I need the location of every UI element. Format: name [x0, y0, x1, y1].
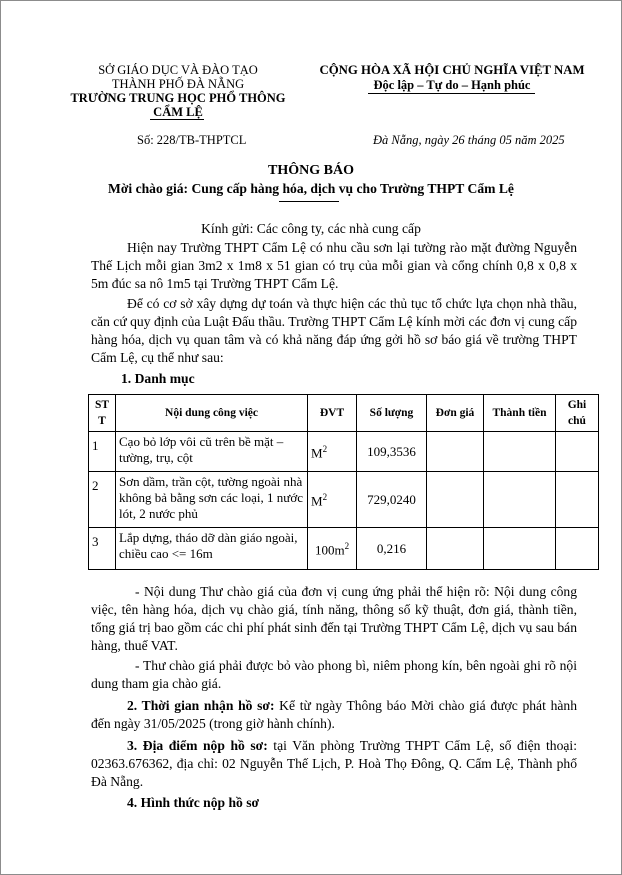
- row-unit-price: [427, 528, 484, 570]
- table-header-row: [89, 395, 599, 432]
- document-title: THÔNG BÁO: [268, 163, 354, 178]
- intro-paragraph-text: Hiện nay Trường THPT Cẩm Lệ có nhu cầu sơn lại tường rào mặt đường Nguyễn Thế Lịch mỗi gian 3m2 x 1m8 x 51 gian có trụ của mỗi gian và cổng chính 0,8 x 0,8 x 5m đúc sa nô 1m5 tại Trường THPT Cẩm Lệ.: [91, 240, 577, 291]
- section-3-text: tại Văn phòng Trường THPT Cẩm Lệ, số điện thoại: 02363.676362, địa chỉ: 02 Nguyễn Thế Lịch, P. Hoà Thọ Đông, Q. Cẩm Lệ, Thành phố Đà Nẵng.: [91, 738, 577, 789]
- section-3: [91, 737, 577, 791]
- national-title: CỘNG HÒA XÃ HỘI CHỦ NGHĨA VIỆT NAM: [319, 63, 585, 77]
- column-header-unit: ĐVT: [308, 395, 357, 432]
- row-content: Sơn dầm, trần cột, tường ngoài nhà không bả bằng sơn các loại, 1 nước lót, 2 nước phủ: [116, 472, 308, 528]
- agency-header: [63, 63, 293, 119]
- row-content: Lắp dựng, tháo dỡ dàn giáo ngoài, chiều cao <= 16m: [116, 528, 308, 570]
- row-total: [484, 528, 556, 570]
- column-header-quantity: Số lượng: [357, 395, 427, 432]
- row-stt: 1: [89, 432, 116, 472]
- row-note: [556, 472, 599, 528]
- row-total: [484, 432, 556, 472]
- agency-line-2: THÀNH PHỐ ĐÀ NẴNG: [111, 77, 245, 91]
- table-row: [89, 528, 599, 570]
- table-row: [89, 472, 599, 528]
- left-header-underline: [150, 119, 204, 120]
- row-unit-text: M: [311, 493, 323, 509]
- section-2-label: 2. Thời gian nhận hồ sơ:: [127, 698, 275, 713]
- row-quantity: 109,3536: [357, 432, 427, 472]
- row-unit: [308, 472, 357, 528]
- row-note: [556, 528, 599, 570]
- purpose-paragraph: [91, 295, 577, 367]
- row-note: [556, 432, 599, 472]
- greeting: Kính gửi: Các công ty, các nhà cung cấp: [201, 221, 421, 236]
- row-unit-price: [427, 432, 484, 472]
- row-stt: 2: [89, 472, 116, 528]
- document-date: Đà Nẵng, ngày 26 tháng 05 năm 2025: [373, 133, 565, 147]
- row-unit: [308, 528, 357, 570]
- column-header-stt: ST T: [89, 395, 116, 432]
- row-total: [484, 472, 556, 528]
- row-quantity: 0,216: [357, 528, 427, 570]
- document-number: Số: 228/TB-THPTCL: [137, 133, 247, 147]
- agency-line-1: SỞ GIÁO DỤC VÀ ĐÀO TẠO: [98, 63, 258, 77]
- column-header-total: Thành tiền: [484, 395, 556, 432]
- row-unit-sup: 2: [322, 492, 328, 503]
- row-content: Cạo bỏ lớp vôi cũ trên bề mặt – tường, trụ, cột: [116, 432, 308, 472]
- sealing-paragraph: [91, 657, 577, 693]
- intro-paragraph: [91, 239, 577, 293]
- row-unit-text: M: [311, 445, 323, 461]
- subtitle-underline: [279, 201, 339, 202]
- section-2: [91, 697, 577, 733]
- row-unit-price: [427, 472, 484, 528]
- row-unit-text: 100m: [314, 542, 345, 558]
- quotation-content-text: - Nội dung Thư chào giá của đơn vị cung ứng phải thể hiện rõ: Nội dung công việc, tên hàng hóa, dịch vụ chào giá, tính năng, thông số kỹ thuật, đơn giá, thành tiền, tổng giá trị bao gồm các chi phí phát sinh đến tại Trường THPT Cẩm Lệ, dịch vụ sau bán hàng, thuế VAT.: [91, 584, 577, 653]
- purpose-paragraph-text: Để có cơ sở xây dựng dự toán và thực hiện các thủ tục tổ chức lựa chọn nhà thầu, căn cứ quy định của Luật Đấu thầu. Trường THPT Cẩm Lệ kính mời các đơn vị cung cấp hàng hóa, dịch vụ quan tâm và có khả năng đáp ứng gởi hồ sơ báo giá về trường THPT Cẩm Lệ, cụ thể như sau:: [91, 296, 577, 365]
- sealing-text: - Thư chào giá phải được bỏ vào phong bì, niêm phong kín, bên ngoài ghi rõ nội dung tham gia chào giá.: [91, 658, 577, 691]
- section-1-heading: 1. Danh mục: [121, 371, 195, 386]
- row-unit: [308, 432, 357, 472]
- column-header-unit-price: Đơn giá: [427, 395, 484, 432]
- national-header: [311, 63, 593, 92]
- section-2-text: Kể từ ngày Thông báo Mời chào giá được phát hành đến ngày 31/05/2025 (trong giờ hành chính).: [91, 698, 577, 731]
- row-unit-sup: 2: [344, 541, 350, 552]
- section-3-label: 3. Địa điểm nộp hồ sơ:: [127, 738, 268, 753]
- quotation-content-paragraph: [91, 583, 577, 655]
- row-unit-sup: 2: [322, 444, 328, 455]
- national-motto: Độc lập – Tự do – Hạnh phúc: [373, 78, 531, 92]
- row-quantity: 729,0240: [357, 472, 427, 528]
- school-name-line-2: CẨM LỆ: [153, 105, 203, 119]
- column-header-note: Ghi chú: [556, 395, 599, 432]
- motto-underline: [368, 93, 535, 94]
- item-table: [88, 394, 599, 570]
- document-subtitle: Mời chào giá: Cung cấp hàng hóa, dịch vụ cho Trường THPT Cẩm Lệ: [108, 181, 514, 196]
- section-4-heading: 4. Hình thức nộp hồ sơ: [127, 795, 260, 810]
- school-name-line-1: TRƯỜNG TRUNG HỌC PHỔ THÔNG: [70, 91, 286, 105]
- column-header-content: Nội dung công việc: [116, 395, 308, 432]
- row-stt: 3: [89, 528, 116, 570]
- table-row: [89, 432, 599, 472]
